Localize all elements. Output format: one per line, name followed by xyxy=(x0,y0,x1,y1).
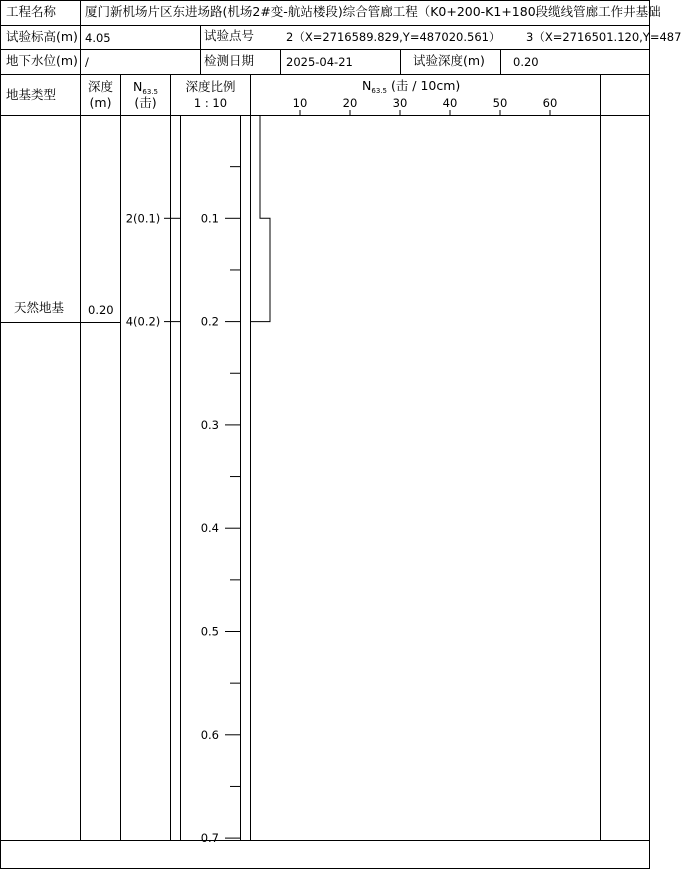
point-value-2: 3（X=2716501.120,Y=487 xyxy=(526,30,681,44)
depth-tick-label: 0.4 xyxy=(200,521,219,536)
penetration-step-line xyxy=(250,115,270,322)
depth-label: 试验深度(m) xyxy=(413,53,485,68)
foundation-value: 天然地基 xyxy=(13,300,64,315)
n-value-layer xyxy=(126,211,180,328)
x-tick-label: 40 xyxy=(442,96,458,110)
scale-header-1: 深度比例 xyxy=(185,79,236,94)
project-label: 工程名称 xyxy=(6,4,57,19)
x-tick-label: 10 xyxy=(292,96,308,110)
chart-title-sub: 63.5 xyxy=(371,87,387,95)
n-header-unit: (击) xyxy=(134,95,157,110)
x-tick-layer xyxy=(293,96,558,115)
n-header-sub: 63.5 xyxy=(142,88,158,96)
depth-value-cell: 0.20 xyxy=(88,303,114,317)
water-label: 地下水位(m) xyxy=(6,53,78,68)
elevation-value: 4.05 xyxy=(85,31,111,45)
depth-tick-label: 0.3 xyxy=(200,417,219,432)
depth-tick-label: 0.1 xyxy=(200,211,219,226)
point-value-1: 2（X=2716589.829,Y=487020.561） xyxy=(286,30,501,44)
chart-title-unit: (击 / 10cm) xyxy=(390,78,461,93)
x-tick-label: 30 xyxy=(392,96,408,110)
x-tick-label: 60 xyxy=(542,96,558,110)
depth-tick-label: 0.7 xyxy=(200,831,219,846)
chart-title-label: N xyxy=(362,78,372,93)
depth-header-2: (m) xyxy=(89,95,112,110)
foundation-type-header: 地基类型 xyxy=(6,87,57,102)
depth-tick-label: 0.6 xyxy=(200,727,219,742)
x-tick-label: 20 xyxy=(342,96,358,110)
depth-value: 0.20 xyxy=(513,55,539,69)
depth-tick-layer xyxy=(201,167,240,845)
depth-header-1: 深度 xyxy=(87,79,113,94)
water-value: / xyxy=(85,55,89,69)
date-label: 检测日期 xyxy=(204,53,255,68)
elevation-label: 试验标高(m) xyxy=(6,29,78,44)
series-layer xyxy=(250,115,270,322)
n-header-label: N xyxy=(133,79,143,94)
x-tick-label: 50 xyxy=(492,96,508,110)
depth-tick-label: 0.5 xyxy=(200,624,219,639)
scale-header-2: 1 : 10 xyxy=(193,96,228,110)
point-label: 试验点号 xyxy=(204,28,255,43)
n-value-label: 4(0.2) xyxy=(125,314,161,329)
depth-tick-label: 0.2 xyxy=(200,314,219,329)
n-value-label: 2(0.1) xyxy=(125,211,161,226)
date-value: 2025-04-21 xyxy=(286,55,353,69)
project-name: 厦门新机场片区东进场路(机场2#变-航站楼段)综合管廊工程（K0+200-K1+180段缆线管廊工作井基础 xyxy=(85,4,661,19)
